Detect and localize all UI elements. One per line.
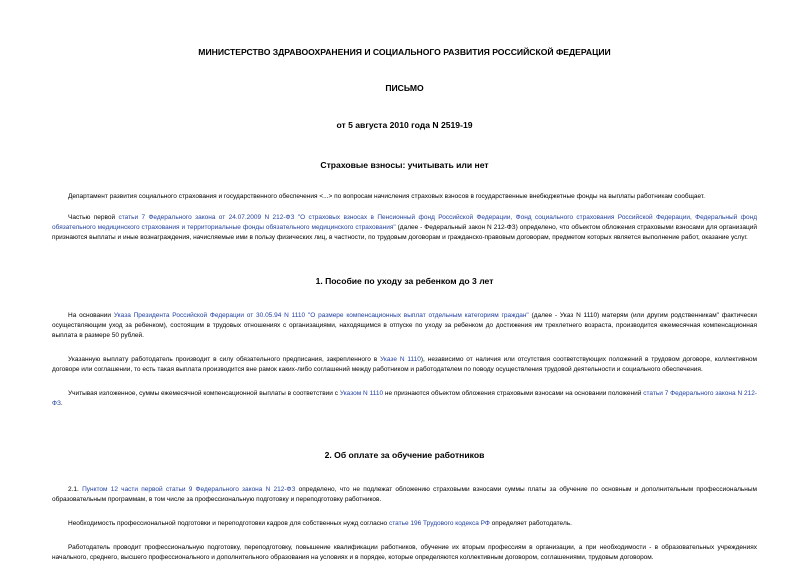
section-1-paragraph-2: [52, 355, 757, 375]
text-fragment: Указанную выплату работодатель производит в силу обязательного предписания, закрепленного в: [68, 356, 381, 363]
labor-code-article-196-link[interactable]: статье 196 Трудового кодекса РФ: [388, 520, 490, 527]
section-2-paragraph-2: [52, 519, 757, 529]
text-fragment: Частью первой: [68, 214, 119, 221]
decree-1110-link[interactable]: Указе N 1110: [380, 356, 421, 363]
text-fragment: (далее - Указ N 1110) матерям (или другим родственникам" фактически осуществляющим уход за ребенком), состоящим в трудовых отношениях с организациями, находящимся в отпуске по уходу за ребенком до достижения им трехлетнего возраста, производится ежемесячная компенсационная выплата в размере 50 рублей.: [52, 312, 758, 339]
section-2-title: 2. Об оплате за обучение работников: [324, 450, 485, 460]
text-fragment: .: [60, 400, 63, 407]
decree-1110-link-2[interactable]: Указом N 1110: [339, 390, 384, 397]
document-date-number: от 5 августа 2010 года N 2519-19: [336, 120, 473, 130]
text-fragment: 2.1.: [68, 486, 83, 493]
presidential-decree-1110-link[interactable]: Указа Президента Российской Федерации от 30.05.94 N 1110 "О размере компенсационных выплат отдельным категориям граждан": [113, 312, 529, 319]
ministry-heading: МИНИСТЕРСТВО ЗДРАВООХРАНЕНИЯ И СОЦИАЛЬНОГО РАЗВИТИЯ РОССИЙСКОЙ ФЕДЕРАЦИИ: [198, 47, 611, 57]
text-fragment: Учитывая изложенное, суммы ежемесячной компенсационной выплаты в соответствии с: [68, 390, 340, 397]
section-1-paragraph-1: [52, 311, 757, 341]
intro-paragraph-2: [52, 213, 757, 243]
section-1-paragraph-3: [52, 389, 757, 409]
section-1-title: 1. Пособие по уходу за ребенком до 3 лет: [315, 276, 494, 286]
section-2-paragraph-3: Работодатель проводит профессиональную подготовку, переподготовку, повышение квалификации работников, обучение их вторым профессиям в организации, а при необходимости - в образовательных учреждениях начального, среднего, высшего профессионального и дополнительного образования на условиях и в порядке, которые определяются коллективным договором, соглашениями, трудовым договором.: [52, 544, 757, 561]
text-fragment: На основании: [68, 312, 114, 319]
section-2-paragraph-1: [52, 485, 757, 505]
document-type: ПИСЬМО: [385, 83, 424, 93]
text-fragment: (далее - Федеральный закон N 212-ФЗ) определено, что объектом обложения страховыми взносами для организаций признаются выплаты и иные вознаграждения, начисляемые ими в пользу физических лиц, в частности, по трудовым договорам и гражданско-правовым договорам, предметом которых является выполнение работ, оказание услуг.: [52, 224, 757, 241]
text-fragment: Необходимость профессиональной подготовки и переподготовки кадров для собственных нужд согласно: [68, 520, 389, 527]
law-212-fz-article-7-link-2[interactable]: статьи 7 Федерального закона N 212-ФЗ: [52, 390, 757, 407]
law-212-fz-article-9-link[interactable]: Пунктом 12 части первой статьи 9 Федерального закона N 212-ФЗ: [82, 486, 296, 493]
text-fragment: не признаются объектом обложения страховыми взносами на основании положений: [383, 390, 644, 397]
text-fragment: ), независимо от наличия или отсутствия соответствующих положений в трудовом договоре, коллективном договоре или соглашении, то есть такая выплата производится вне рамок каких-либо соглашений между работником и работодателем по поводу осуществления трудовой деятельности и социального обеспечения.: [52, 356, 757, 373]
document-subject: Страховые взносы: учитывать или нет: [320, 160, 489, 170]
intro-paragraph-1: Департамент развития социального страхования и государственного обеспечения <...> по вопросам начисления страховых взносов в государственные внебюджетные фонды на выплаты работникам сообщает.: [68, 193, 705, 200]
law-212-fz-article-7-link[interactable]: статьи 7 Федерального закона от 24.07.2009 N 212-ФЗ "О страховых взносах в Пенсионный фонд Российской Федерации, Фонд социального страхования Российской Федерации, Федеральный фонд обязательного медицинского страхования и территориальные фонды обязательного медицинского страхования": [52, 214, 757, 231]
text-fragment: определено, что не подлежат обложению страховыми взносами суммы платы за обучение по основным и дополнительным профессиональным образовательным программам, в том числе за профессиональную подготовку и переподготовку работников.: [52, 486, 757, 503]
text-fragment: определяет работодатель.: [489, 520, 572, 527]
